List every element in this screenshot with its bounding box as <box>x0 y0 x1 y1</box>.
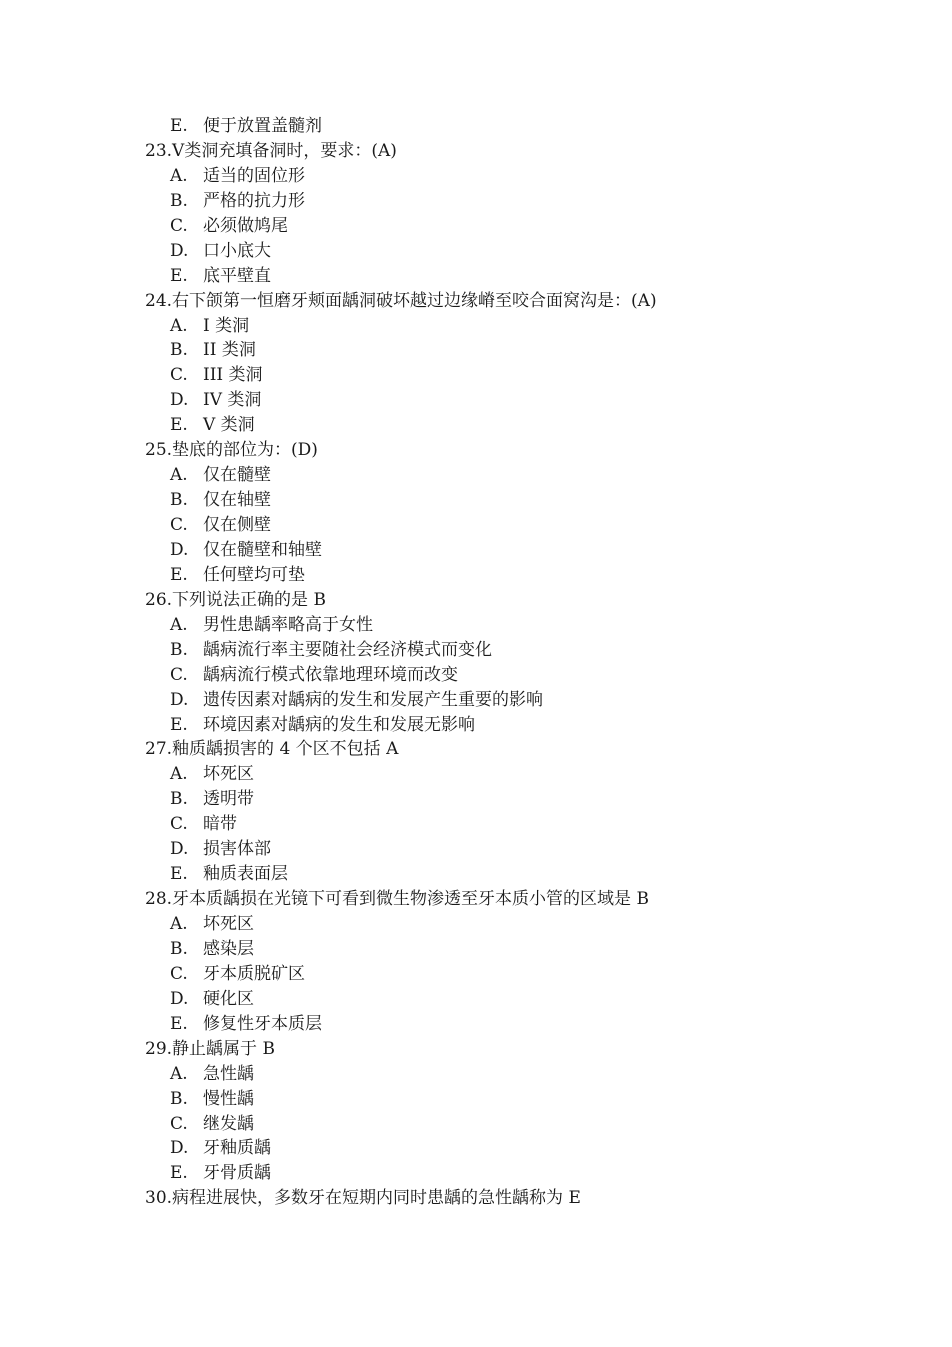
option-item <box>0 812 952 837</box>
question-number: 24. <box>145 290 173 311</box>
question-stem <box>0 438 952 463</box>
question-text: 牙本质龋损在光镜下可看到微生物渗透至牙本质小管的区域是 B <box>172 889 649 910</box>
option-text: 严格的抗力形 <box>203 190 305 211</box>
option-letter: A. <box>170 165 188 186</box>
option-letter: D. <box>170 839 189 860</box>
option-item <box>0 787 952 812</box>
option-item <box>0 264 952 289</box>
option-letter: B. <box>170 190 188 211</box>
option-text: 牙本质脱矿区 <box>203 963 305 984</box>
question-stem <box>0 1037 952 1062</box>
option-item <box>0 388 952 413</box>
option-letter: C. <box>170 215 188 236</box>
option-text: 釉质表面层 <box>203 864 288 885</box>
option-letter: C. <box>170 515 188 535</box>
question-number: 26. <box>145 589 173 610</box>
question-text: V类洞充填备洞时，要求：(A) <box>172 140 397 161</box>
option-item <box>0 762 952 787</box>
option-item <box>0 1087 952 1112</box>
question-number: 25. <box>145 440 173 461</box>
option-text: 仅在侧壁 <box>203 515 271 535</box>
option-letter: E. <box>170 564 188 585</box>
option-text: 遗传因素对龋病的发生和发展产生重要的影响 <box>203 689 543 710</box>
option-letter: D. <box>170 390 189 411</box>
option-letter: D. <box>170 240 189 261</box>
option-item <box>0 713 952 738</box>
option-letter: B. <box>170 789 188 810</box>
option-text: IV 类洞 <box>203 390 262 411</box>
option-text: 必须做鸠尾 <box>203 215 288 236</box>
option-item <box>0 837 952 862</box>
option-text: 继发龋 <box>203 1113 254 1134</box>
option-text: 硬化区 <box>203 988 254 1009</box>
option-text: 暗带 <box>203 814 237 835</box>
option-text: 仅在轴壁 <box>203 490 271 511</box>
option-text: 透明带 <box>203 789 254 810</box>
question-number: 27. <box>145 739 173 760</box>
option-item <box>0 1161 952 1186</box>
option-letter: E. <box>170 116 188 136</box>
question-text: 垫底的部位为：(D) <box>172 440 318 461</box>
option-letter: A. <box>170 764 188 785</box>
option-item <box>0 862 952 887</box>
option-item <box>0 1062 952 1087</box>
option-item <box>0 538 952 563</box>
option-letter: A. <box>170 1063 188 1084</box>
option-item <box>0 962 952 987</box>
question-stem <box>0 588 952 613</box>
option-item <box>0 987 952 1012</box>
option-item <box>0 638 952 663</box>
option-item <box>0 413 952 438</box>
option-letter: B. <box>170 938 188 959</box>
question-number: 29. <box>145 1038 173 1059</box>
option-item <box>0 563 952 588</box>
option-text: 龋病流行模式依靠地理环境而改变 <box>203 664 458 685</box>
option-letter: C. <box>170 664 188 685</box>
option-item <box>0 488 952 513</box>
option-text: 坏死区 <box>203 764 254 785</box>
option-text: I 类洞 <box>203 315 250 336</box>
option-item <box>0 1112 952 1137</box>
option-item <box>0 937 952 962</box>
option-text: 环境因素对龋病的发生和发展无影响 <box>203 714 475 735</box>
option-text: 底平壁直 <box>203 265 271 286</box>
option-text: III 类洞 <box>203 365 263 386</box>
question-text: 下列说法正确的是 B <box>172 589 326 610</box>
lead-option <box>0 114 952 139</box>
question-number: 30. <box>145 1188 173 1209</box>
option-item <box>0 1012 952 1037</box>
option-item <box>0 688 952 713</box>
option-letter: E. <box>170 265 188 286</box>
option-letter: B. <box>170 639 188 660</box>
option-letter: A. <box>170 315 188 336</box>
option-item <box>0 314 952 339</box>
option-letter: E. <box>170 415 188 436</box>
option-text: 慢性龋 <box>203 1088 254 1109</box>
option-letter: A. <box>170 914 188 934</box>
option-letter: B. <box>170 1088 188 1109</box>
option-letter: C. <box>170 963 188 984</box>
option-text: 坏死区 <box>203 914 254 934</box>
option-text: 仅在髓壁 <box>203 465 271 486</box>
option-item <box>0 189 952 214</box>
question-stem <box>0 887 952 912</box>
option-text: 急性龋 <box>203 1063 254 1084</box>
option-item <box>0 164 952 189</box>
question-text: 静止龋属于 B <box>172 1038 275 1059</box>
question-stem <box>0 1186 952 1211</box>
question-stem <box>0 139 952 164</box>
option-letter: D. <box>170 539 189 560</box>
option-item <box>0 513 952 538</box>
option-item <box>0 613 952 638</box>
option-text: II 类洞 <box>203 340 256 361</box>
option-text: 任何壁均可垫 <box>203 564 305 585</box>
question-list <box>0 114 952 1211</box>
option-text: 仅在髓壁和轴壁 <box>203 539 322 560</box>
option-text: 修复性牙本质层 <box>203 1013 322 1034</box>
option-text: 损害体部 <box>203 839 271 860</box>
option-letter: B. <box>170 490 188 511</box>
option-letter: D. <box>170 689 189 710</box>
option-item <box>0 1136 952 1161</box>
option-text: V 类洞 <box>203 415 255 436</box>
option-text: 龋病流行率主要随社会经济模式而变化 <box>203 639 492 660</box>
option-item <box>0 338 952 363</box>
option-letter: E. <box>170 714 188 735</box>
option-text: 男性患龋率略高于女性 <box>203 614 373 635</box>
option-letter: B. <box>170 340 188 361</box>
option-text: 便于放置盖髓剂 <box>203 116 322 136</box>
question-stem <box>0 737 952 762</box>
question-stem <box>0 289 952 314</box>
question-number: 28. <box>145 889 173 910</box>
option-item <box>0 663 952 688</box>
option-item <box>0 912 952 937</box>
question-text: 病程进展快，多数牙在短期内同时患龋的急性龋称为 E <box>172 1188 581 1209</box>
question-text: 釉质龋损害的 4 个区不包括 A <box>172 739 399 760</box>
option-letter: D. <box>170 1138 189 1159</box>
question-text: 右下颌第一恒磨牙颊面龋洞破坏越过边缘嵴至咬合面窝沟是：(A) <box>172 290 657 311</box>
option-item <box>0 239 952 264</box>
option-text: 感染层 <box>203 938 254 959</box>
option-letter: A. <box>170 614 188 635</box>
option-text: 适当的固位形 <box>203 165 305 186</box>
option-item <box>0 214 952 239</box>
option-letter: E. <box>170 1013 188 1034</box>
option-letter: E. <box>170 1163 188 1184</box>
option-text: 牙釉质龋 <box>203 1138 271 1159</box>
option-letter: E. <box>170 864 188 885</box>
option-letter: C. <box>170 365 188 386</box>
option-item <box>0 363 952 388</box>
option-item <box>0 463 952 488</box>
option-letter: C. <box>170 1113 188 1134</box>
question-number: 23. <box>145 140 173 161</box>
option-text: 口小底大 <box>203 240 271 261</box>
option-text: 牙骨质龋 <box>203 1163 271 1184</box>
option-letter: C. <box>170 814 188 835</box>
option-letter: A. <box>170 465 188 486</box>
option-letter: D. <box>170 988 189 1009</box>
